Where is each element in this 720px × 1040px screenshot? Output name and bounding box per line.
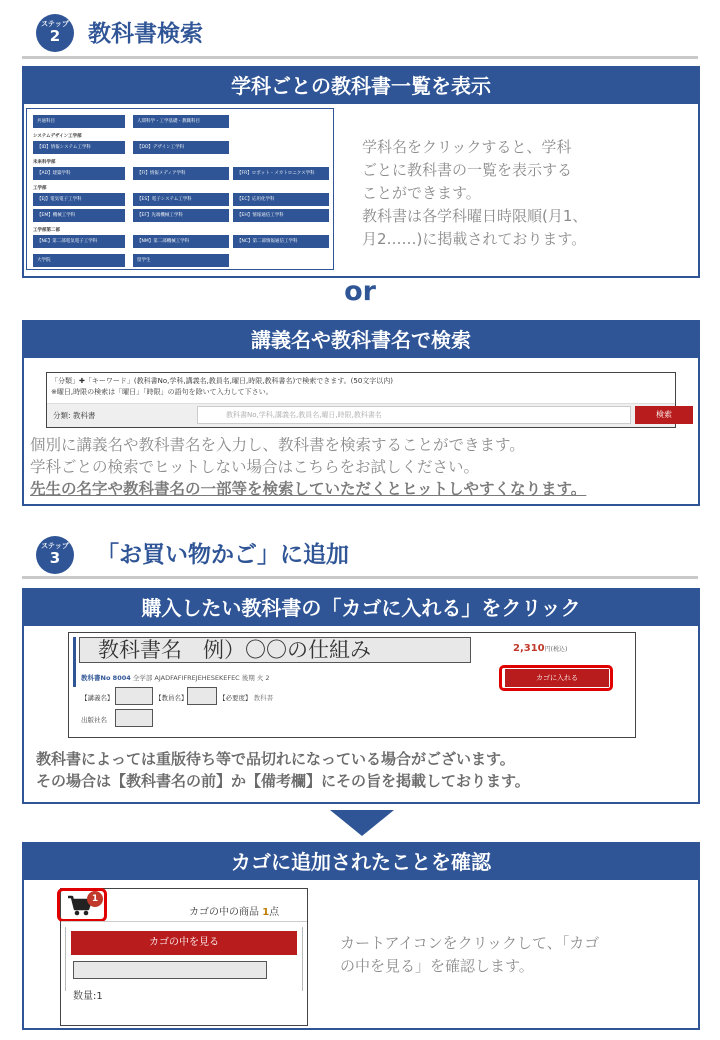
dept-international[interactable]: 留学生 (133, 254, 229, 267)
description-line: 学科名をクリックすると、学科 (362, 138, 572, 156)
search-description (30, 434, 586, 500)
book-title[interactable]: 教科書名 例）〇〇の仕組み (79, 637, 471, 663)
add-to-cart-button[interactable]: カゴに入れる (505, 669, 609, 687)
lecture-name-redacted (115, 687, 153, 705)
category-label: 工学部第二部 (33, 228, 60, 233)
department-list-panel (22, 66, 700, 278)
panel-header: カゴに追加されたことを確認 (24, 844, 698, 880)
description-tip: 先生の名字や教科書名の一部等を検索していただくとヒットしやすくなります。 (30, 480, 587, 498)
department-list-thumbnail (26, 108, 334, 270)
panel-header: 講義名や教科書名で検索 (24, 322, 698, 358)
cart-summary-label: カゴの中の商品 (189, 907, 263, 918)
teacher-label: 【教員名】 (155, 694, 188, 702)
price-suffix: 円(税込) (544, 646, 568, 653)
accent-bar (73, 637, 76, 687)
dept-item[interactable]: 【NC】第二部情報通信工学科 (233, 235, 329, 248)
book-meta: 全学部 AJADFAFIFREJEHESEKEFEC 後期 火 2 (132, 674, 270, 682)
down-arrow-icon (330, 810, 394, 836)
panel-header: 学科ごとの教科書一覧を表示 (24, 68, 698, 104)
step-3-badge (36, 536, 74, 574)
cart-dropdown-preview (60, 888, 308, 1026)
stock-note (36, 748, 530, 792)
description-line: ごとに教科書の一覧を表示する (362, 161, 573, 179)
department-list-description (362, 136, 692, 251)
note-line: その場合は【教科書名の前】か【備考欄】にその旨を掲載しております。 (36, 772, 530, 790)
add-to-cart-panel (22, 588, 700, 804)
panel-header: 購入したい教科書の「カゴに入れる」をクリック (24, 590, 698, 626)
cart-confirm-panel (22, 842, 700, 1030)
search-category-select[interactable]: 分類: 教科書 (53, 411, 96, 420)
note-line: 教科書によっては重版待ち等で品切れになっている場合がございます。 (36, 750, 515, 768)
search-button[interactable]: 検索 (635, 406, 693, 424)
description-line: 学科ごとの検索でヒットしない場合はこちらをお試しください。 (30, 458, 480, 476)
category-label: 未来科学部 (33, 160, 56, 165)
dept-item[interactable]: 【FI】情報メディア学科 (133, 167, 229, 180)
step-badge-number: 2 (49, 27, 61, 45)
dept-item[interactable]: 【NM】第二部機械工学科 (133, 235, 229, 248)
dept-item[interactable]: 【ID】情報システム工学科 (33, 141, 125, 154)
search-note: ※曜日,時限の検索は「曜日」「時限」の語句を除いて入力して下さい。 (51, 388, 273, 396)
book-meta-line (81, 673, 270, 682)
dept-item[interactable]: 【NE】第二部電気電子工学科 (33, 235, 125, 248)
step-2-badge (36, 14, 74, 52)
dept-item[interactable]: 【DD】デザイン工学科 (133, 141, 229, 154)
cart-item-quantity: 数量:1 (73, 991, 103, 1002)
publisher-redacted (115, 709, 153, 727)
book-price (513, 643, 567, 654)
dept-item[interactable]: 【ES】電子システム工学科 (133, 193, 229, 206)
step-divider (22, 56, 698, 59)
dept-item[interactable]: 【AD】建築学科 (33, 167, 125, 180)
description-line: 教科書は各学科曜日時限順(月1、 (362, 207, 588, 225)
description-line: カートアイコンをクリックして、「カゴ (340, 934, 600, 952)
book-listing-preview (68, 632, 636, 738)
search-note: 「分類」✚「キーワード」(教科書No,学科,講義名,教員名,曜日,時限,教科書名)で検索できます。(50文字以内) (51, 377, 394, 385)
cart-item-name-redacted (73, 961, 267, 979)
divider (61, 921, 307, 922)
search-box-preview (46, 372, 676, 428)
dept-item[interactable]: 【EJ】電気電子工学科 (33, 193, 125, 206)
lecture-label: 【講義名】 (81, 694, 114, 702)
search-input[interactable]: 教科書No,学科,講義名,教員名,曜日,時限,教科書名 (197, 406, 631, 424)
book-number: 教科書No 8004 (81, 674, 131, 682)
dept-common[interactable]: 共通科目 (33, 115, 125, 128)
required-label: 【必要度】 (219, 694, 252, 702)
description-line: 月2……)に掲載されております。 (362, 230, 587, 248)
required-value: 教科書 (253, 694, 274, 702)
publisher-label: 出版社名 (81, 716, 107, 724)
keyword-search-panel (22, 320, 700, 506)
dept-item[interactable]: 【EH】情報通信工学科 (233, 209, 329, 222)
dept-item[interactable]: 【EF】先端機械工学科 (133, 209, 229, 222)
step-2-title: 教科書検索 (88, 21, 203, 47)
step-badge-label: ステップ (41, 20, 69, 28)
cart-count-badge: 1 (87, 891, 103, 907)
category-label: システムデザイン工学部 (33, 134, 82, 139)
cart-summary-unit: 点 (269, 907, 280, 918)
dept-graduate[interactable]: 大学院 (33, 254, 125, 267)
description-line: ことができます。 (362, 184, 481, 202)
cart-confirm-description (340, 932, 690, 978)
step-3-title: 「お買い物かご」に追加 (96, 542, 349, 568)
required-level (219, 693, 273, 702)
cart-summary-count: 1 (262, 907, 270, 918)
category-label: 工学部 (33, 186, 47, 191)
description-line: の中を見る」を確認します。 (340, 957, 534, 975)
teacher-name-redacted (187, 687, 217, 705)
dept-item[interactable]: 【EC】応用化学科 (233, 193, 329, 206)
dept-item[interactable]: 【FR】ロボット・メカトロニクス学科 (233, 167, 329, 180)
or-divider: or (344, 276, 376, 307)
step-badge-label: ステップ (41, 542, 69, 550)
step-badge-number: 3 (49, 549, 61, 567)
price-value: 2,310 (513, 643, 545, 654)
dept-general[interactable]: 人間科学・工学基礎・教職科目 (133, 115, 229, 128)
step-divider (22, 576, 698, 579)
cart-summary (189, 903, 279, 918)
dept-item[interactable]: 【EM】機械工学科 (33, 209, 125, 222)
description-line: 個別に講義名や教科書名を入力し、教科書を検索することができます。 (30, 436, 525, 454)
view-cart-button[interactable]: カゴの中を見る (71, 931, 297, 955)
